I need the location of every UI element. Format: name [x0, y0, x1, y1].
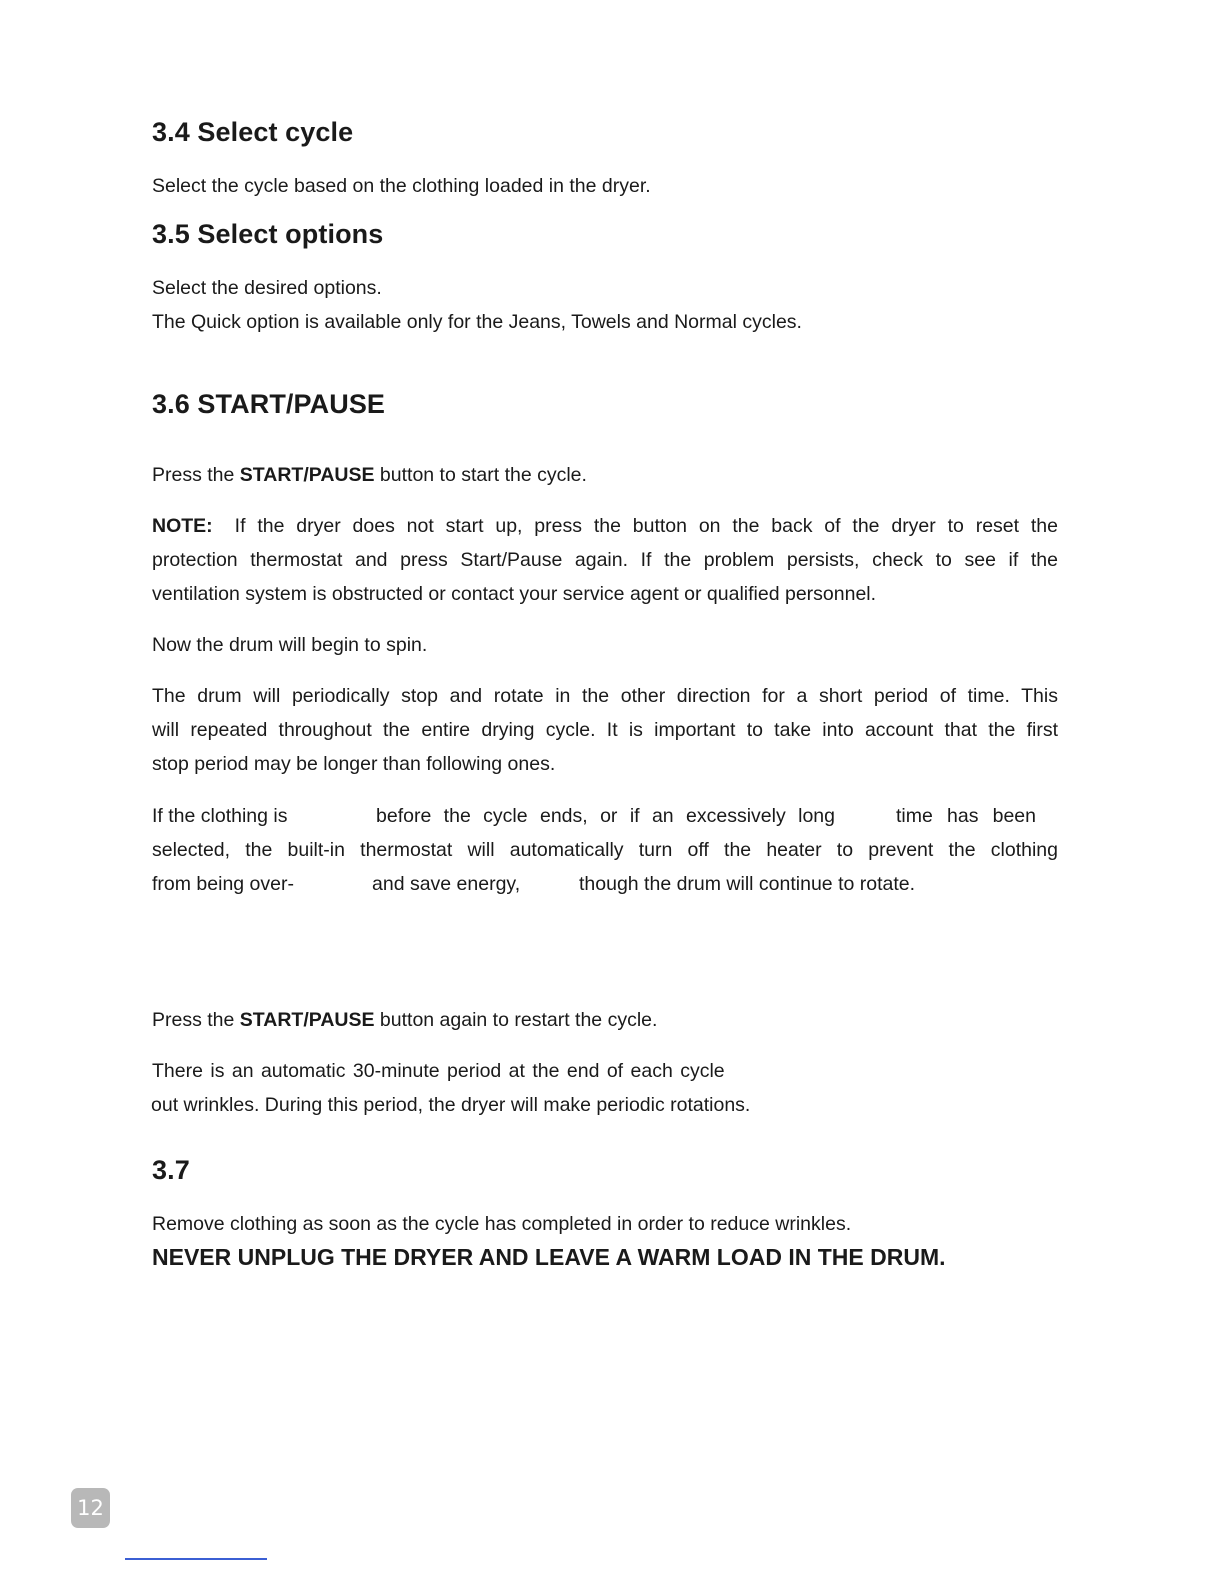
auto-period-line-2: out wrinkles. During this period, the dryer will make periodic rotations.	[151, 1094, 751, 1116]
restart-instruction-pre: Press the	[152, 1009, 235, 1031]
page-number-badge: 12	[71, 1488, 110, 1528]
section-3-4-text: Select the cycle based on the clothing loaded in the dryer.	[152, 175, 651, 197]
auto-period-line-1: There is an automatic 30-minute period at the end of each cycle	[152, 1060, 725, 1082]
restart-instruction-post: button again to restart the cycle.	[379, 1009, 658, 1031]
footer-rule	[125, 1558, 267, 1560]
section-3-6-heading: 3.6 START/PAUSE	[152, 389, 386, 419]
note-label: NOTE:	[152, 515, 213, 537]
section-3-5-line-1: Select the desired options.	[152, 277, 382, 299]
clothing-line-3c: though the drum will continue to rotate.	[579, 873, 916, 895]
drum-line-1: The drum will periodically stop and rotate in the other direction for a short period of time. This	[152, 685, 1058, 707]
start-pause-label: START/PAUSE	[239, 464, 375, 486]
clothing-line-1c: time has been	[896, 805, 1036, 827]
start-instruction-post: button to start the cycle.	[379, 464, 587, 486]
note-line-1-text	[213, 514, 1058, 538]
note-line-3: ventilation system is obstructed or contact your service agent or qualified personnel.	[152, 583, 877, 605]
start-instruction	[152, 463, 587, 487]
drum-line-2: will repeated throughout the entire drying cycle. It is important to take into account that the first	[152, 719, 1058, 741]
section-3-5-line-2: The Quick option is available only for the Jeans, Towels and Normal cycles.	[152, 311, 802, 333]
clothing-line-1a: If the clothing is	[152, 805, 288, 827]
drum-spin-text: Now the drum will begin to spin.	[152, 634, 428, 656]
note-line-2: protection thermostat and press Start/Pause again. If the problem persists, check to see if the	[152, 549, 1058, 571]
clothing-line-1b: before the cycle ends, or if an excessively long	[376, 805, 835, 827]
section-3-5-heading: 3.5 Select options	[152, 219, 384, 249]
clothing-line-2: selected, the built-in thermostat will automatically turn off the heater to prevent the clothing	[152, 839, 1058, 861]
clothing-line-3a: from being over-	[152, 873, 294, 895]
section-3-4-heading: 3.4 Select cycle	[152, 117, 354, 147]
restart-start-pause-label: START/PAUSE	[239, 1009, 375, 1031]
note-line-1-body: If the dryer does not start up, press the button on the back of the dryer to reset the	[234, 515, 1058, 537]
drum-line-3: stop period may be longer than following ones.	[152, 753, 556, 775]
section-3-7-heading: 3.7	[152, 1155, 190, 1185]
note-line-1	[152, 514, 1058, 538]
restart-instruction	[152, 1008, 657, 1032]
start-instruction-pre: Press the	[152, 464, 235, 486]
clothing-line-3b: and save energy,	[372, 873, 521, 895]
warning-text: NEVER UNPLUG THE DRYER AND LEAVE A WARM LOAD IN THE DRUM.	[152, 1244, 946, 1270]
section-3-7-text: Remove clothing as soon as the cycle has completed in order to reduce wrinkles.	[152, 1213, 852, 1235]
